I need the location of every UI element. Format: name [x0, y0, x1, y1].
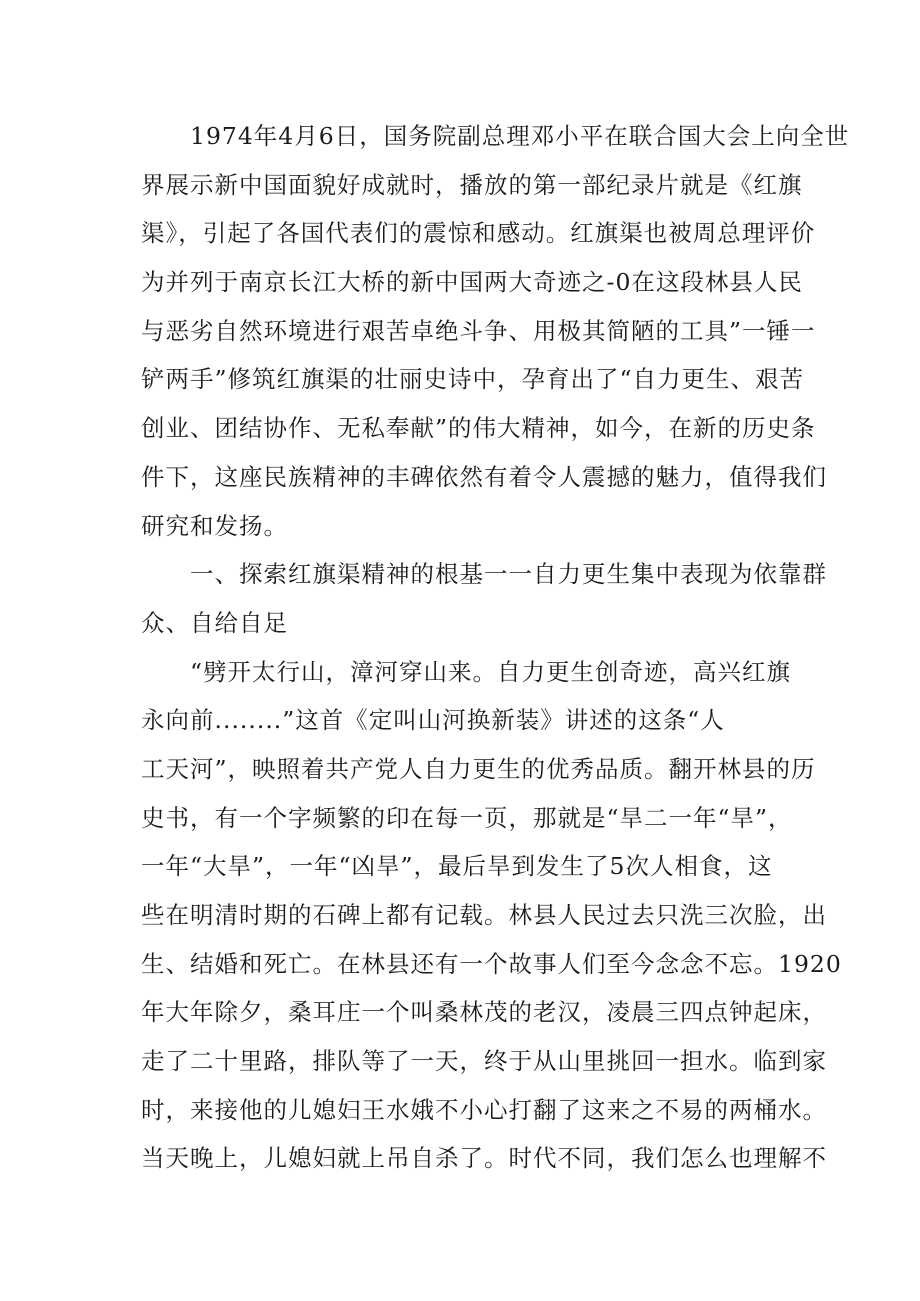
- text-line: 铲两手”修筑红旗渠的壮丽史诗中，孕育出了“自力更生、艰苦: [141, 365, 805, 394]
- text-line: 1974年4月6日，国务院副总理邓小平在联合国大会上向全世: [141, 122, 850, 150]
- section-heading-line: 一、探索红旗渠精神的根基一一自力更生集中表现为依靠群: [141, 560, 827, 589]
- text-line: 当天晚上，儿媳妇就上吊自杀了。时代不同，我们怎么也理解不: [141, 1144, 827, 1173]
- body-text: [141, 112, 850, 1183]
- text-line: 史书，有一个字频繁的印在每一页，那就是“旱二一年“旱”，: [141, 803, 793, 832]
- text-line: 些在明清时期的石碑上都有记载。林县人民过去只洗三次脸，出: [141, 901, 827, 929]
- text-line: 界展示新中国面貌好成就时，播放的第一部纪录片就是《红旗: [141, 170, 803, 199]
- text-line: 工天河”，映照着共产党人自力更生的优秀品质。翻开林县的历: [141, 754, 816, 783]
- text-line: 件下，这座民族精神的丰碑依然有着令人震撼的魅力，值得我们: [141, 462, 827, 491]
- text-line: 创业、团结协作、无私奉献”的伟大精神，如今，在新的历史条: [141, 414, 816, 443]
- text-line: 研究和发扬。: [141, 511, 288, 540]
- text-line: 年大年除夕，桑耳庄一个叫桑林茂的老汉，凌晨三四点钟起床，: [141, 998, 827, 1027]
- text-line: 时，来接他的儿媳妇王水娥不小心打翻了这来之不易的两桶水。: [141, 1095, 827, 1124]
- section-heading-line: 众、自给自足: [141, 608, 288, 637]
- text-line: 一年“大旱”，一年“凶旱”，最后旱到发生了5次人相食，这: [141, 852, 773, 881]
- text-line: 生、结婚和死亡。在林县还有一个故事人们至今念念不忘。1920: [141, 949, 842, 978]
- text-line: 为并列于南京长江大桥的新中国两大奇迹之-0在这段林县人民: [141, 268, 803, 297]
- text-line: 渠》，引起了各国代表们的震惊和感动。红旗渠也被周总理评价: [141, 219, 816, 248]
- text-line: 永向前........”这首《定叫山河换新装》讲述的这条“人: [141, 706, 725, 735]
- text-line: 走了二十里路，排队等了一天，终于从山里挑回一担水。临到家: [141, 1047, 827, 1076]
- text-line: “劈开太行山，漳河穿山来。自力更生创奇迹，高兴红旗: [141, 657, 792, 686]
- text-line: 与恶劣自然环境进行艰苦卓绝斗争、用极其简陋的工具”一锤一: [141, 316, 816, 345]
